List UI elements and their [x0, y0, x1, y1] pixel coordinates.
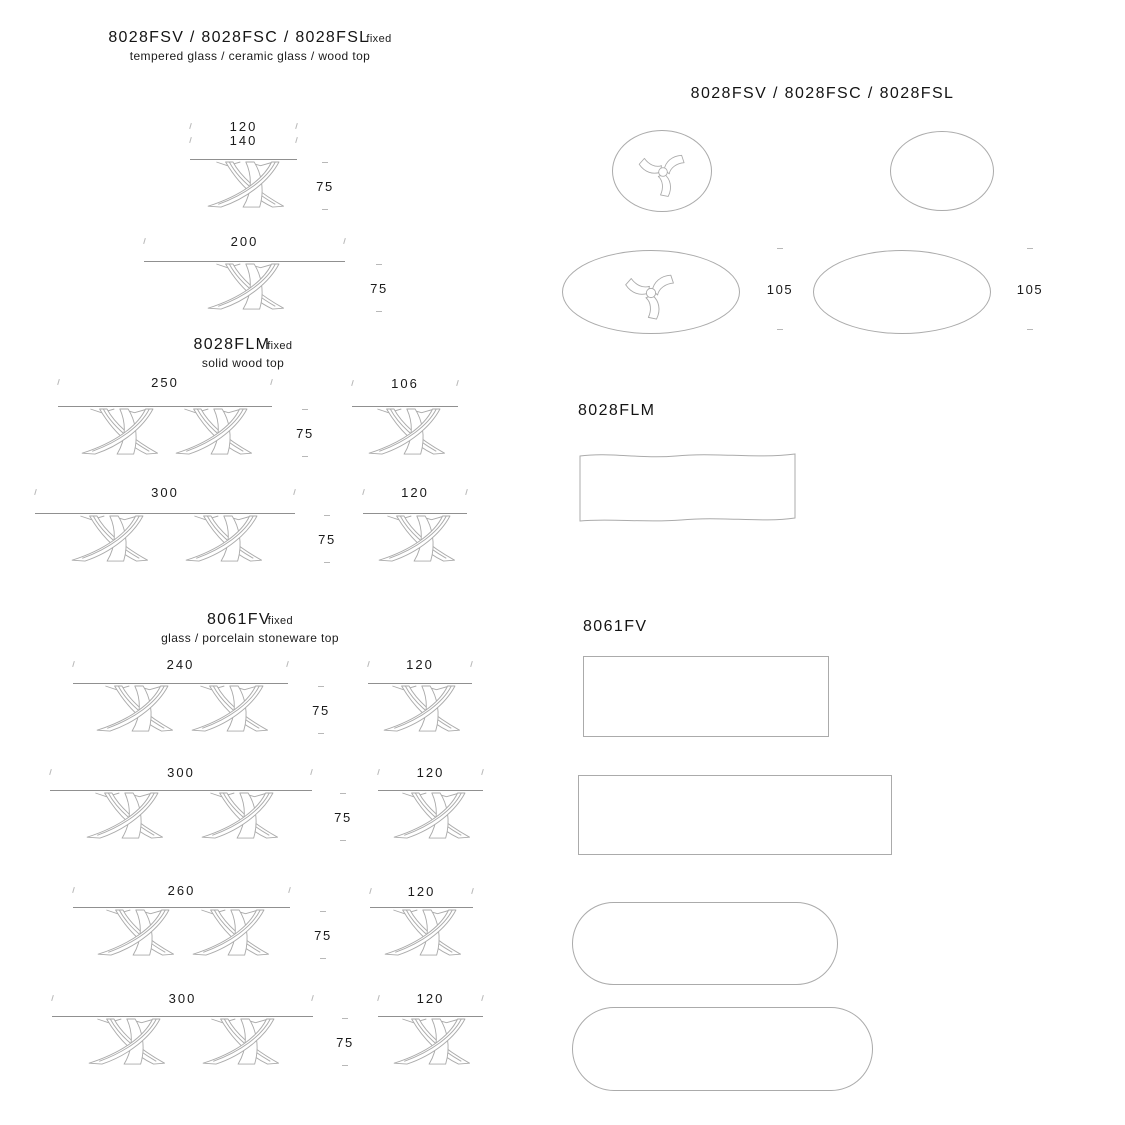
width-dimension: [190, 119, 297, 134]
width-dimension: [144, 234, 345, 249]
oval-top-view: [813, 250, 991, 334]
table-front-elevation: [50, 789, 312, 844]
dim-dash: [320, 911, 326, 912]
section-tag: fixed: [267, 615, 294, 627]
width-dimension: [58, 375, 272, 390]
dimension-label: 106: [391, 376, 419, 391]
height-dimension: [310, 515, 344, 563]
dimension-label: 300: [151, 485, 179, 500]
dim-dash: [1027, 248, 1033, 249]
dimension-label: 105: [1016, 281, 1044, 297]
height-dimension: [326, 793, 360, 841]
dimension-label: 140: [229, 133, 258, 148]
plan-section-title: 8028FLM: [578, 402, 656, 419]
dimension-label: 75: [314, 927, 332, 943]
section-title: 8028FSV / 8028FSC / 8028FSL: [108, 29, 370, 46]
section-8028flm-header: [93, 337, 393, 371]
width-dimension: [378, 765, 483, 780]
table-end-elevation: [370, 906, 473, 961]
dimension-label: 75: [370, 280, 388, 296]
section-title-line: [93, 337, 393, 354]
dimension-label: 200: [230, 234, 259, 249]
depth-dimension: [763, 248, 797, 330]
dimension-label: 105: [766, 281, 794, 297]
dimension-label: 75: [318, 531, 336, 547]
table-front-elevation: [144, 260, 345, 315]
rectangular-top-view: [578, 775, 892, 855]
depth-dimension: [1010, 248, 1050, 330]
height-dimension: [304, 686, 338, 734]
section-title: 8028FLM: [193, 336, 271, 353]
dim-dash: [777, 329, 783, 330]
dim-dash: [340, 840, 346, 841]
section-title: 8061FV: [206, 611, 271, 628]
rounded-rect-top-view: [572, 1007, 873, 1091]
dim-dash: [340, 793, 346, 794]
dim-dash: [302, 409, 308, 410]
dimension-label: 75: [334, 809, 352, 825]
dimension-label: 120: [406, 657, 434, 672]
table-end-elevation: [378, 1015, 483, 1070]
dim-dash: [324, 562, 330, 563]
dimension-label: 240: [166, 657, 195, 672]
width-dimension: [52, 991, 313, 1006]
table-front-elevation: [73, 682, 288, 737]
plan-section-title: 8028FSV / 8028FSC / 8028FSL: [690, 85, 955, 102]
dimension-label: 75: [296, 425, 314, 441]
dimension-label: 260: [167, 883, 196, 898]
width-dimension: [370, 884, 473, 899]
table-end-elevation: [378, 789, 483, 844]
dim-dash: [324, 515, 330, 516]
section-8028fs-header: [75, 30, 425, 64]
dim-dash: [376, 311, 382, 312]
dimension-label: 75: [312, 702, 330, 718]
width-dimension: [73, 883, 290, 898]
height-dimension: [362, 264, 396, 312]
round-top-view-with-base: [612, 130, 712, 212]
width-dimension: [50, 765, 312, 780]
dim-dash: [318, 686, 324, 687]
section-subtitle: tempered glass / ceramic glass / wood top: [129, 49, 371, 63]
width-dimension: [73, 657, 288, 672]
height-dimension: [288, 409, 322, 457]
pedestal-base-top-view: [632, 141, 694, 208]
pedestal-base-top-view: [618, 260, 684, 331]
live-edge-top-view: [579, 449, 797, 526]
table-end-elevation: [368, 682, 472, 737]
dim-dash: [318, 733, 324, 734]
rectangular-top-view: [583, 656, 829, 737]
dimension-label: 120: [229, 119, 258, 134]
dim-dash: [322, 162, 328, 163]
dim-dash: [320, 958, 326, 959]
section-tag: fixed: [267, 340, 293, 352]
height-dimension: [328, 1018, 362, 1066]
table-end-elevation: [352, 405, 458, 460]
table-front-elevation: [190, 158, 297, 213]
dimension-label: 120: [416, 765, 445, 780]
dimension-label: 120: [416, 991, 445, 1006]
section-8061fv-header: [100, 612, 400, 646]
dim-dash: [777, 248, 783, 249]
dim-dash: [342, 1018, 348, 1019]
table-end-elevation: [363, 512, 467, 567]
table-front-elevation: [52, 1015, 313, 1070]
height-dimension: [308, 162, 342, 210]
section-title-line: [100, 612, 400, 629]
height-dimension: [306, 911, 340, 959]
section-subtitle: glass / porcelain stoneware top: [161, 631, 339, 645]
dim-dash: [1027, 329, 1033, 330]
dimension-label: 120: [401, 485, 429, 500]
plan-section-title: 8061FV: [583, 618, 648, 635]
dimension-label: 75: [316, 178, 334, 194]
dimension-label: 300: [168, 991, 197, 1006]
dim-dash: [376, 264, 382, 265]
oval-top-view-with-base: [562, 250, 740, 334]
section-title-line: [75, 30, 425, 47]
section-subtitle: solid wood top: [201, 356, 285, 370]
width-dimension: [190, 133, 297, 148]
width-dimension: [378, 991, 483, 1006]
width-dimension: [352, 376, 458, 391]
dimension-label: 75: [336, 1034, 354, 1050]
width-dimension: [35, 485, 295, 500]
width-dimension: [368, 657, 472, 672]
dimension-label: 250: [151, 375, 179, 390]
width-dimension: [363, 485, 467, 500]
rounded-rect-top-view: [572, 902, 838, 985]
section-tag: fixed: [366, 33, 392, 45]
dim-dash: [342, 1065, 348, 1066]
round-top-view: [890, 131, 994, 211]
dim-dash: [302, 456, 308, 457]
table-front-elevation: [58, 405, 272, 460]
dimension-label: 120: [407, 884, 436, 899]
table-front-elevation: [73, 906, 290, 961]
dimension-label: 300: [167, 765, 195, 780]
table-front-elevation: [35, 512, 295, 567]
dim-dash: [322, 209, 328, 210]
